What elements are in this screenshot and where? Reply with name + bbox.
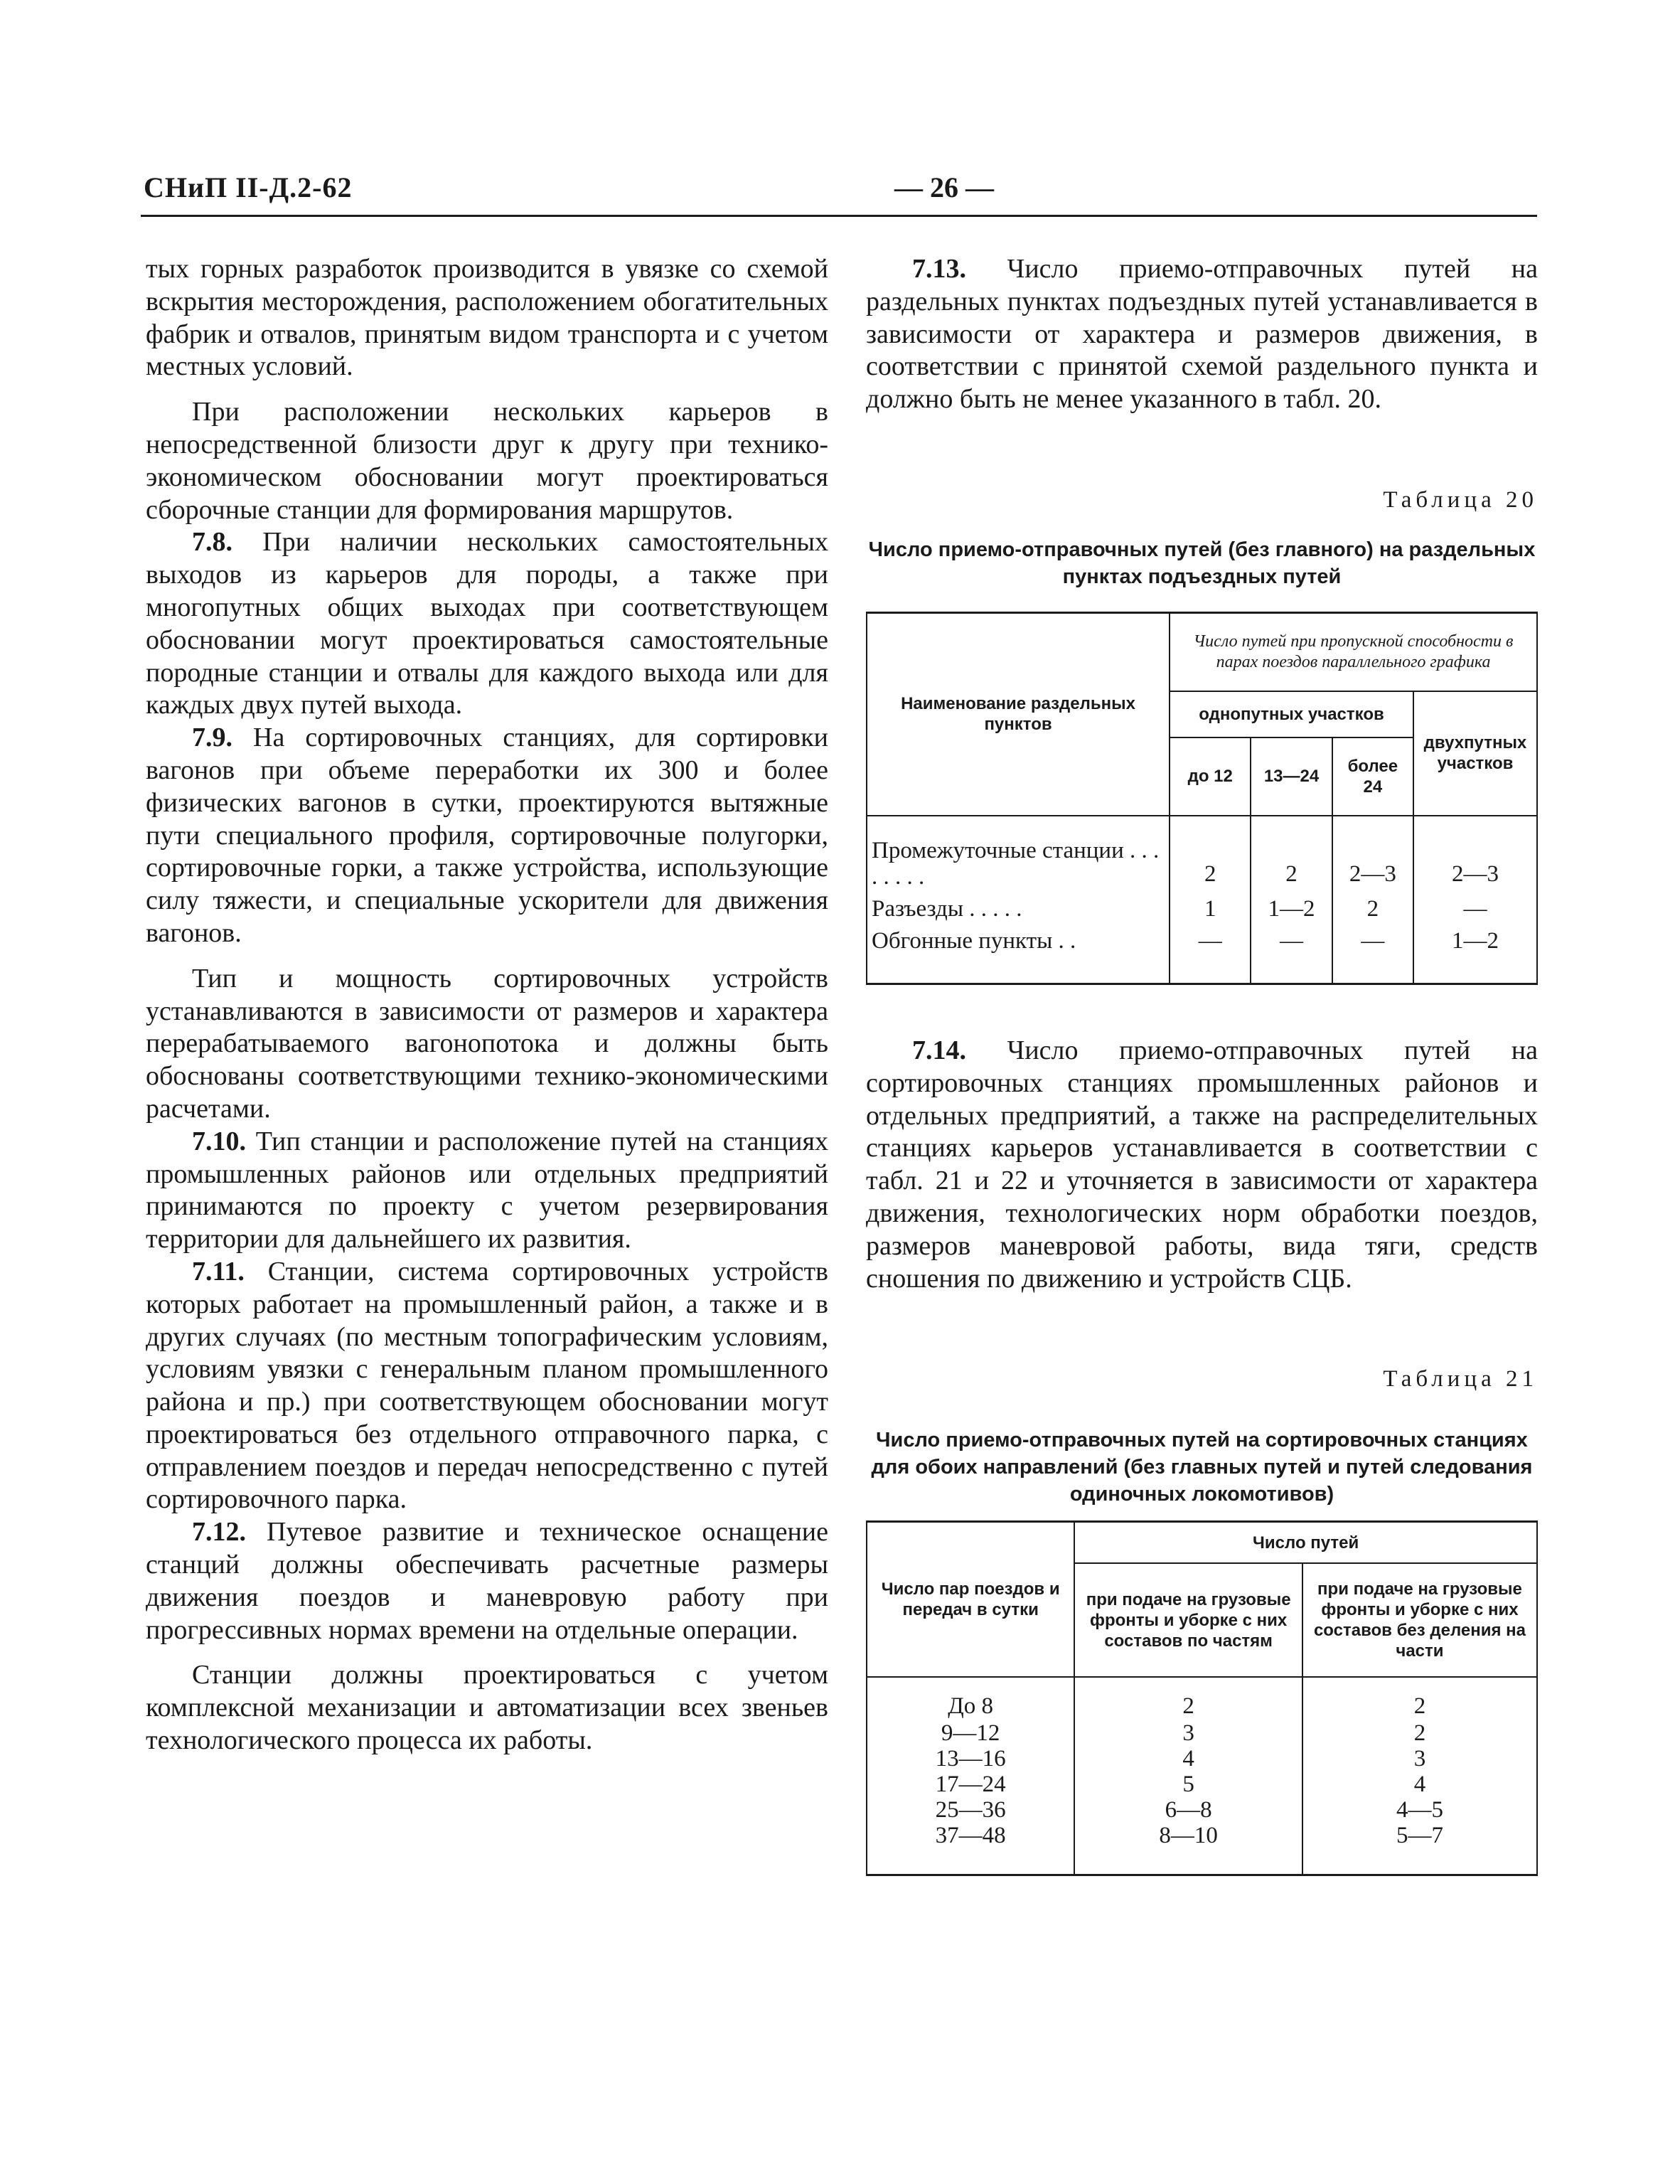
col-header-no-parts: при подаче на грузовые фронты и уборке с них составов без деления на части [1302, 1563, 1537, 1677]
clause-text: При наличии нескольких самостоятельных выходов из карьеров для породы, а также при многопутных общих выходах при соответствующем обосновании могут проектироваться самостоятельные породные станции и отвалы для каждого выхода или для каждых двух путей выхода. [146, 527, 828, 720]
table-20-caption: Таблица 20 [1383, 486, 1538, 513]
clause-number: 7.14. [912, 1035, 966, 1065]
table-row: До 8 2 2 [867, 1677, 1537, 1720]
paragraph: Тип и мощность сортировочных устройств устанавливаются в зависимости от размеров и характера перерабатываемого вагонопотока и должны быть обоснованы соответствующими технико-экономическими расчетами. [146, 963, 828, 1124]
paragraph: При расположении нескольких карьеров в непосредственной близости друг к другу при технико-экономическом обосновании могут проектироваться сборочные станции для формирования маршрутов. [146, 397, 828, 525]
clause-text: Путевое развитие и техническое оснащение станций должны обеспечивать расчетные размеры движения поездов и маневровую работу при прогрессивных нормах времени на отдельные операции. [146, 1517, 828, 1645]
paragraph-7-11 [146, 1256, 828, 1516]
table-20-title: Число приемо-отправочных путей (без главного) на раздельных пунктах подъездных путей [868, 538, 1536, 588]
paragraph-7-13 [866, 253, 1538, 416]
col-header-over24: более 24 [1332, 737, 1413, 816]
table-20 [866, 612, 1538, 985]
col-header-name: Наименование раздельных пунктов [867, 612, 1170, 816]
table-row: 17—24 5 4 [867, 1772, 1537, 1797]
paragraph-7-9 [146, 722, 828, 950]
clause-text: Число приемо-отправочных путей на раздельных пунктах подъездных путей устанавливается в зависимости от характера и размеров движения, в соответствии с принятой схемой раздельного пункта и должно быть не менее указанного в табл. 20. [866, 254, 1538, 415]
clause-text: На сортировочных станциях, для сортировки вагонов при объеме переработки их 300 и более физических вагонов в сутки, проектируются вытяжные пути специального профиля, сортировочные полугорки, сортировочные горки, а также устройства, использующие силу тяжести, и специальные ускорители для движения вагонов. [146, 723, 828, 948]
clause-number: 7.12. [192, 1517, 246, 1548]
table-row: 13—16 4 3 [867, 1746, 1537, 1772]
table-21-title: Число приемо-отправочных путей на сортировочных станциях для обоих направлений (без главных путей и путей следования одиночных локомотивов) [871, 1429, 1533, 1506]
paragraph-7-14 [866, 1035, 1538, 1295]
document-code: СНиП II-Д.2-62 [144, 171, 353, 203]
left-column [146, 253, 828, 1757]
clause-number: 7.8. [192, 527, 232, 558]
table-row: 37—48 8—10 5—7 [867, 1823, 1537, 1875]
table-row: Разъезды . . . . . 1 1—2 2 — [867, 893, 1537, 925]
page-header [141, 165, 1537, 217]
col-header-group: Число путей при пропускной способности в парах поездов параллельного графика [1170, 612, 1537, 691]
clause-number: 7.10. [192, 1126, 246, 1156]
clause-number: 7.9. [192, 723, 232, 753]
col-header-tracks: Число путей [1074, 1522, 1537, 1564]
right-column [866, 253, 1538, 1876]
table-21-caption: Таблица 21 [1383, 1366, 1538, 1392]
col-header-13-24: 13—24 [1251, 737, 1332, 816]
clause-text: Станции, система сортировочных устройств которых работает на промышленный район, а также и в других случаях (по местным топографическим условиям, условиям увязки с генеральным планом промышленного района и пр.) при соответствующем обосновании могут проектироваться без отдельного отправочного парка, с отправлением поездов и передач непосредственно с путей сортировочного парка. [146, 1256, 828, 1515]
col-header-pairs: Число пар поездов и передач в сутки [867, 1522, 1074, 1678]
col-header-by-parts: при подаче на грузовые фронты и уборке с них составов по частям [1074, 1563, 1302, 1677]
clause-number: 7.11. [192, 1256, 245, 1287]
table-row: 9—12 3 2 [867, 1720, 1537, 1746]
page-number: — 26 — [894, 171, 994, 203]
table-row: 25—36 6—8 4—5 [867, 1797, 1537, 1823]
clause-text: Тип станции и расположение путей на станциях промышленных районов или отдельных предприятий принимаются по проекту с учетом резервирования территории для дальнейшего их развития. [146, 1126, 828, 1255]
clause-text: Число приемо-отправочных путей на сортировочных станциях промышленных районов и отдельных предприятий, а также на распределительных станциях карьеров устанавливается в соответствии с табл. 21 и 22 и уточняется в зависимости от характера движения, технологических норм обработки поездов, размеров маневровой работы, вида тяги, средств сношения по движению и устройств СЦБ. [866, 1035, 1538, 1294]
paragraph-7-12 [146, 1516, 828, 1646]
table-21 [866, 1520, 1538, 1876]
table-row: Обгонные пункты . . — — — 1—2 [867, 925, 1537, 984]
table-row: Промежуточные станции . . . . . . . . 2 2 2—3 2—3 [867, 816, 1537, 893]
paragraph: тых горных разработок производится в увязке со схемой вскрытия месторождения, расположением обогатительных фабрик и отвалов, принятым видом транспорта и с учетом местных условий. [146, 254, 828, 382]
col-header-single: однопутных участков [1170, 691, 1413, 737]
paragraph-7-8 [146, 526, 828, 722]
col-header-double: двухпутных участков [1413, 691, 1537, 816]
clause-number: 7.13. [912, 254, 966, 284]
paragraph-7-10 [146, 1126, 828, 1256]
col-header-upto12: до 12 [1170, 737, 1251, 816]
paragraph: Станции должны проектироваться с учетом комплексной механизации и автоматизации всех звеньев технологического процесса их работы. [146, 1660, 828, 1756]
